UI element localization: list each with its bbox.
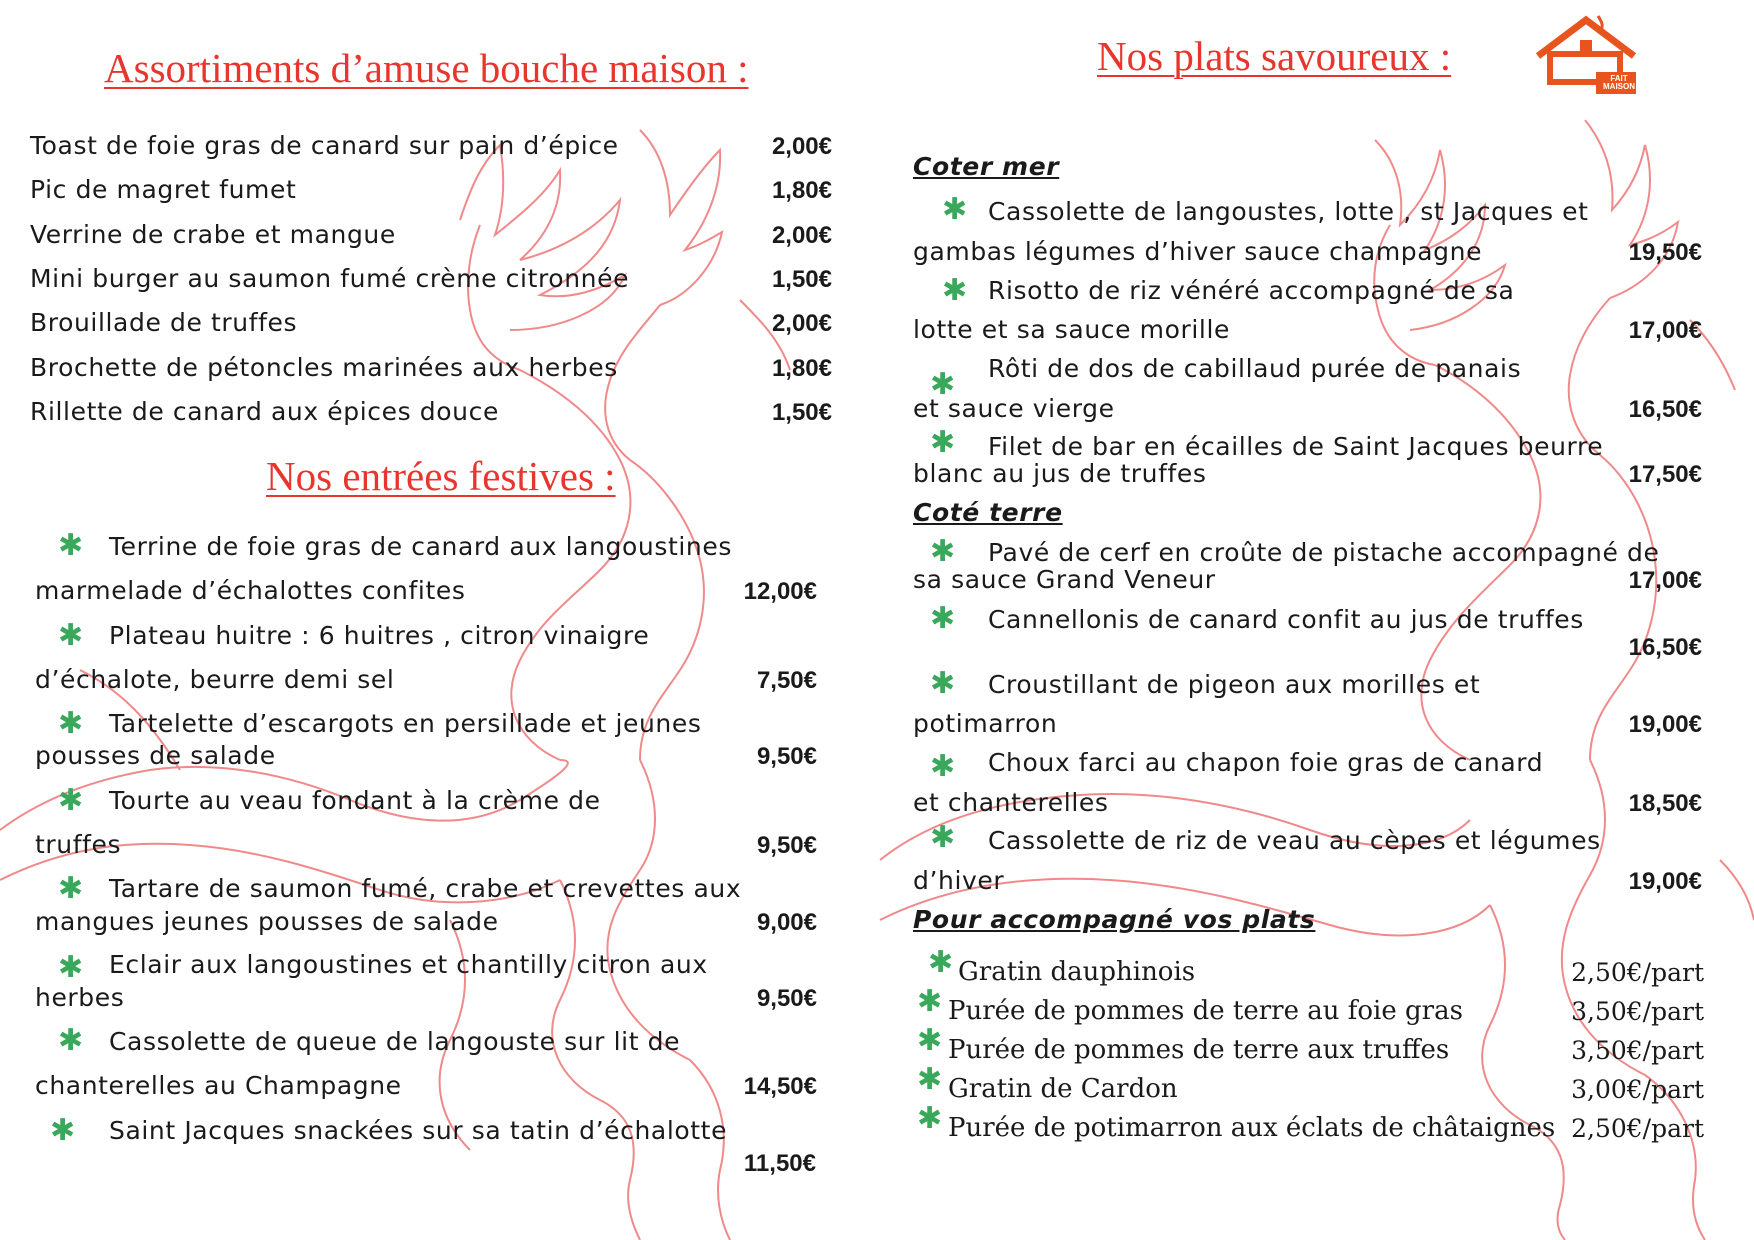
item-price: 2,50€/part [1571,958,1704,987]
list-item: Plateau huitre : 6 huitres , citron vinaigre [109,621,650,650]
logo-text [1600,75,1638,91]
list-item: Pavé de cerf en croûte de pistache accompagné de [988,538,1660,567]
list-item: Pic de magret fumet [30,175,297,204]
list-item: Gratin dauphinois [958,957,1196,987]
list-item-line2: mangues jeunes pousses de salade [35,907,499,936]
list-item: Saint Jacques snackées sur sa tatin d’échalotte [109,1116,728,1145]
list-item: Risotto de riz vénéré accompagné de sa [988,276,1515,305]
entrees-heading: Nos entrées festives : [266,453,616,499]
item-price: 7,50€ [756,667,817,694]
item-price: 9,50€ [756,985,817,1012]
list-item: Eclair aux langoustines et chantilly citron aux [109,950,708,979]
star-icon: ✱ [930,425,956,460]
item-price: 17,00€ [1628,567,1702,594]
star-icon: ✱ [942,273,968,308]
star-icon: ✱ [930,820,956,855]
item-price: 2,00€ [771,133,832,160]
list-item: Brouillade de truffes [30,308,298,337]
list-item: Cassolette de langoustes, lotte , st Jacques et [988,197,1589,226]
star-icon: ✱ [917,1062,943,1097]
item-price: 1,50€ [771,266,832,293]
list-item: Tourte au veau fondant à la crème de [109,786,601,815]
list-item: Purée de pommes de terre au foie gras [948,996,1463,1026]
item-price: 2,00€ [771,310,832,337]
item-price: 9,50€ [756,743,817,770]
item-price: 17,00€ [1628,317,1702,344]
list-item-line2: gambas légumes d’hiver sauce champagne [913,237,1483,266]
section-mer-label: Coter mer [913,152,1060,181]
list-item-line2: d’échalote, beurre demi sel [35,665,395,694]
list-item-line2: blanc au jus de truffes [913,459,1207,488]
list-item-line2: pousses de salade [35,741,276,770]
list-item: Brochette de pétoncles marinées aux herbes [30,353,618,382]
list-item: Verrine de crabe et mangue [30,220,396,249]
list-item-line2: lotte et sa sauce morille [913,315,1231,344]
list-item-line2: d’hiver [913,866,1005,895]
list-item: Rillette de canard aux épices douce [30,397,499,426]
section-accompagnements-label: Pour accompagné vos plats [913,905,1316,934]
star-icon: ✱ [930,534,956,569]
item-price: 2,00€ [771,222,832,249]
list-item: Gratin de Cardon [948,1074,1178,1104]
list-item-line2: marmelade d’échalottes confites [35,576,466,605]
item-price: 1,80€ [771,355,832,382]
amuse-bouche-heading: Assortiments d’amuse bouche maison : [104,45,749,91]
list-item: Croustillant de pigeon aux morilles et [988,670,1481,699]
star-icon: ✱ [930,749,956,784]
item-price: 3,50€/part [1571,997,1704,1026]
list-item: Cassolette de riz de veau au cèpes et légumes [988,826,1601,855]
list-item-line2: sa sauce Grand Veneur [913,565,1216,594]
item-price: 18,50€ [1628,790,1702,817]
list-item: Purée de pommes de terre aux truffes [948,1035,1450,1065]
list-item: Cassolette de queue de langouste sur lit de [109,1027,681,1056]
list-item: Tartelette d’escargots en persillade et jeunes [109,709,702,738]
star-icon: ✱ [930,601,956,636]
star-icon: ✱ [930,367,956,402]
star-icon: ✱ [58,528,84,563]
list-item: Cannellonis de canard confit au jus de truffes [988,605,1584,634]
item-price: 19,50€ [1628,239,1702,266]
list-item: Rôti de dos de cabillaud purée de panais [988,354,1522,383]
star-icon: ✱ [58,871,84,906]
star-icon: ✱ [58,1023,84,1058]
star-icon: ✱ [50,1113,76,1148]
star-icon: ✱ [928,945,954,980]
star-icon: ✱ [917,984,943,1019]
list-item: Terrine de foie gras de canard aux langoustines [109,532,732,561]
plats-heading: Nos plats savoureux : [1097,33,1452,79]
item-price: 9,50€ [756,832,817,859]
star-icon: ✱ [930,666,956,701]
logo-text-line1: FAIT [1610,74,1628,83]
list-item-line2: truffes [35,830,122,859]
list-item-line2: et sauce vierge [913,394,1115,423]
list-item: Mini burger au saumon fumé crème citronnée [30,264,630,293]
item-price: 2,50€/part [1571,1114,1704,1143]
star-icon: ✱ [58,618,84,653]
list-item-line2: chanterelles au Champagne [35,1071,402,1100]
star-icon: ✱ [58,783,84,818]
item-price: 1,80€ [771,177,832,204]
logo-text-line2: MAISON [1603,82,1635,91]
star-icon: ✱ [58,950,84,985]
item-price: 16,50€ [1628,396,1702,423]
item-price: 19,00€ [1628,711,1702,738]
item-price: 3,00€/part [1571,1075,1704,1104]
item-price: 11,50€ [743,1150,816,1177]
list-item: Purée de potimarron aux éclats de châtaignes [948,1113,1556,1143]
star-icon: ✱ [942,192,968,227]
item-price: 14,50€ [743,1073,817,1100]
item-price: 17,50€ [1628,461,1702,488]
list-item-line2: herbes [35,983,125,1012]
item-price: 19,00€ [1628,868,1702,895]
list-item-line2: potimarron [913,709,1058,738]
item-price: 1,50€ [771,399,832,426]
item-price: 9,00€ [756,909,817,936]
list-item: Tartare de saumon fumé, crabe et crevettes aux [109,874,742,903]
star-icon: ✱ [917,1101,943,1136]
item-price: 3,50€/part [1571,1036,1704,1065]
list-item: Choux farci au chapon foie gras de canard [988,748,1544,777]
star-icon: ✱ [917,1023,943,1058]
list-item: Filet de bar en écailles de Saint Jacques beurre [988,432,1604,461]
list-item-line2: et chanterelles [913,788,1109,817]
star-icon: ✱ [58,706,84,741]
list-item: Toast de foie gras de canard sur pain d’épice [30,131,619,160]
item-price: 16,50€ [1628,634,1702,661]
section-terre-label: Coté terre [913,498,1063,527]
item-price: 12,00€ [743,578,817,605]
